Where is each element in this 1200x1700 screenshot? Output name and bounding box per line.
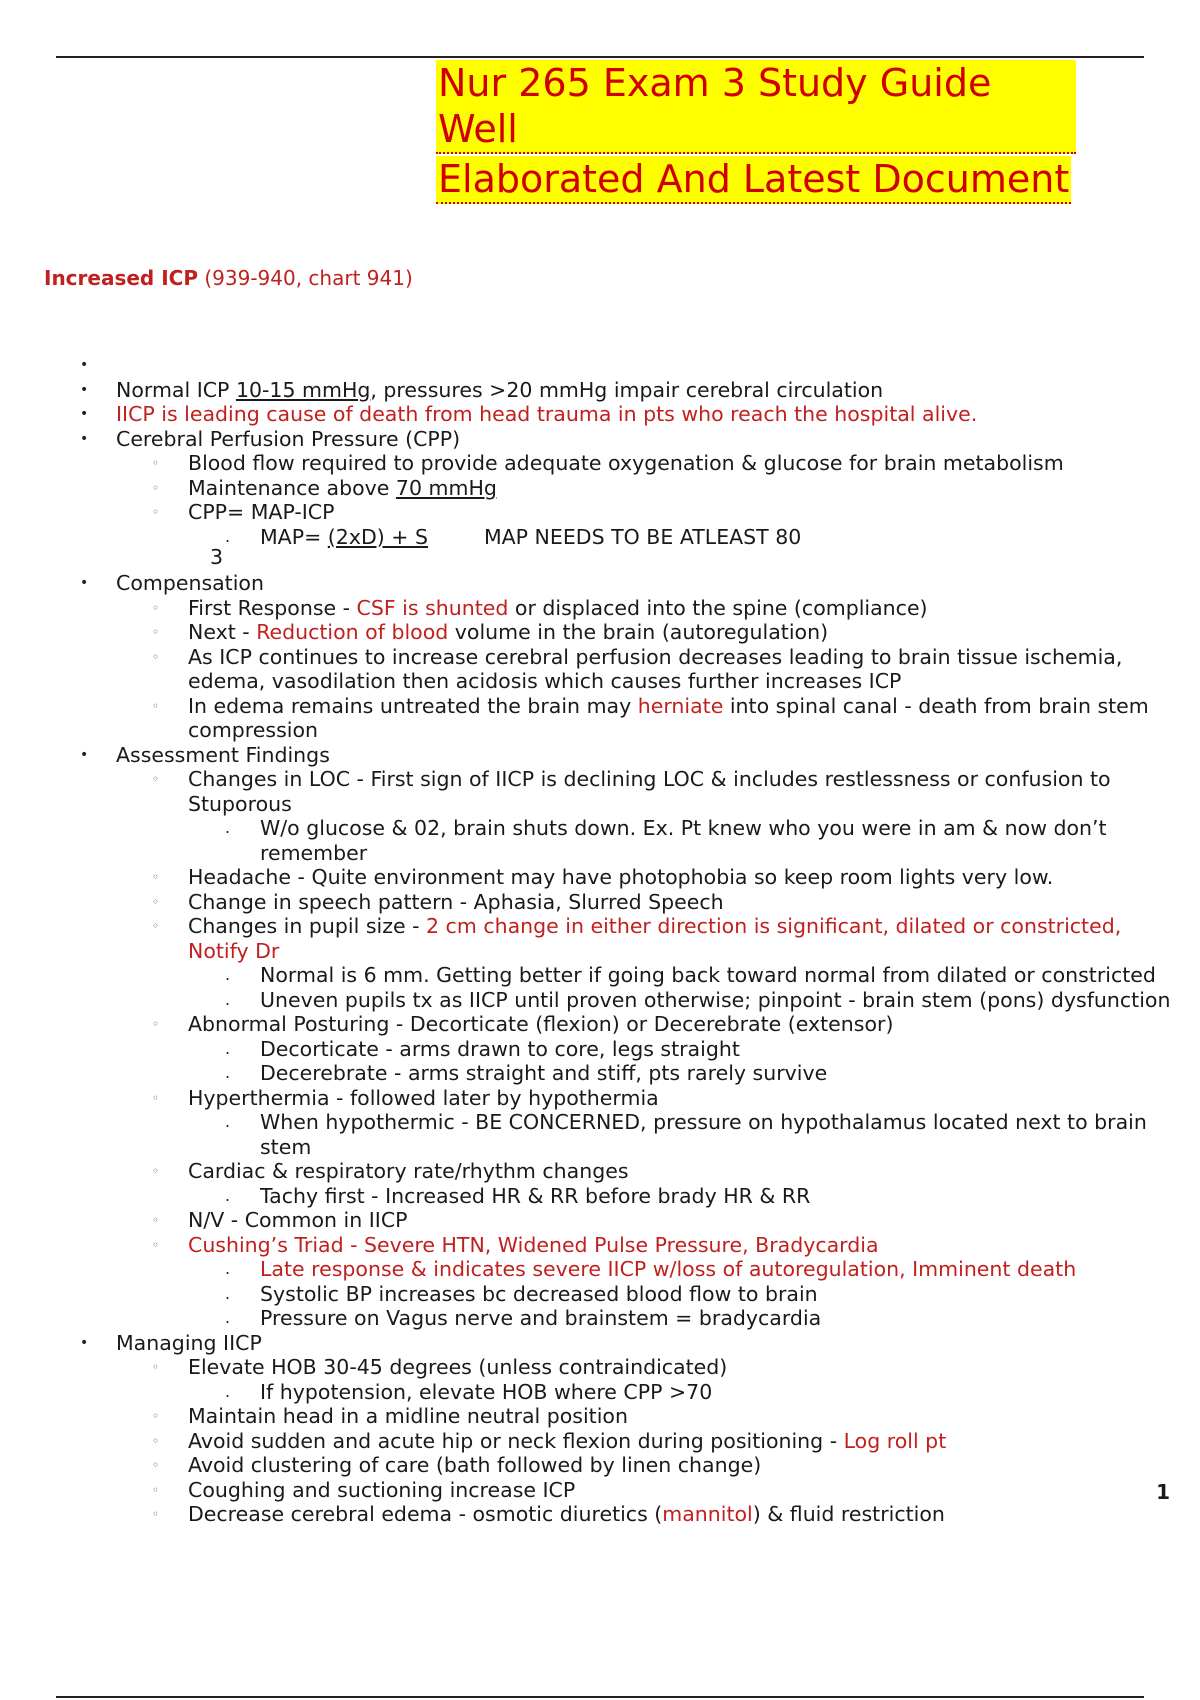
underlined-text: 10-15 mmHg [235,377,371,402]
dot-bullet-icon: . [225,1308,231,1327]
sub-bullet-icon: ◦ [152,1360,160,1374]
list-item [80,402,1180,427]
page-number: 1 [1156,1480,1170,1504]
dot-bullet-icon: . [225,818,231,837]
sub-bullet-icon: ◦ [152,600,160,615]
text: Assessment Findings [116,742,330,767]
dot-bullet-icon: . [225,526,231,546]
text: IICP is leading cause of death from head trauma in pts who reach the hospital alive. [116,402,978,426]
text: Avoid clustering of care (bath followed by linen change) [188,1453,762,1477]
text: Avoid sudden and acute hip or neck flexion during positioning - [188,1428,844,1453]
section-heading-bold: Increased ICP [44,266,198,290]
sub-bullet-icon: ◦ [152,1458,160,1472]
list-item [80,1404,1180,1429]
text: Compensation [116,571,264,595]
dot-bullet-icon: . [225,1259,231,1278]
list-item [80,1037,1180,1062]
text: Elevate HOB 30-45 degrees (unless contraindicated) [188,1355,728,1379]
dot-bullet-icon: . [225,1283,231,1303]
bullet-icon: • [80,746,89,763]
sub-bullet-icon: ◦ [152,505,160,519]
bullet-icon: • [80,406,89,422]
text: In edema remains untreated the brain may [188,693,638,718]
red-text: 2 cm change in either direction is significant, dilated or constricted, Notify Dr [188,914,1122,963]
text: volume in the brain (autoregulation) [448,620,829,644]
text: Maintenance above [188,475,396,500]
red-text: Reduction of blood [256,620,449,644]
list-item [80,890,1180,915]
text: Systolic BP increases bc decreased blood flow to brain [260,1281,818,1306]
section-heading-ref: (939-940, chart 941) [197,266,413,290]
red-text: herniate [637,693,724,718]
red-text: mannitol [662,1502,753,1526]
dot-bullet-icon: . [225,1063,231,1082]
list-item [80,1502,1180,1527]
text: Decorticate - arms drawn to core, legs straight [260,1036,740,1061]
underlined-text: (2xD) + S [327,524,428,549]
text: Normal is 6 mm. Getting better if going back toward normal from dilated or constricted [260,963,1156,987]
list-item [80,1429,1180,1454]
list-item-empty [80,353,1180,378]
bottom-rule [56,1696,1144,1698]
list-item [80,963,1180,988]
dot-bullet-icon: . [225,965,231,984]
text: Headache - Quite environment may have photophobia so keep room lights very low. [188,865,1054,889]
text: N/V - Common in IICP [188,1208,408,1232]
list-item [80,645,1180,694]
list-item [80,1233,1180,1258]
list-item [80,1478,1180,1503]
sub-bullet-icon: ◦ [152,649,160,664]
text: Decrease cerebral edema - osmotic diuretics ( [188,1502,663,1526]
text: CPP= MAP-ICP [188,500,335,524]
bullet-icon: • [80,1334,89,1351]
list-item [80,767,1180,816]
list-item [80,1086,1180,1111]
text: Cerebral Perfusion Pressure (CPP) [116,426,461,451]
sub-bullet-icon: ◦ [152,1482,160,1497]
sub-bullet-icon: ◦ [152,1213,160,1227]
red-text: Log roll pt [843,1428,947,1453]
list-item [80,378,1180,403]
sub-bullet-icon: ◦ [152,1017,160,1031]
text: As ICP continues to increase cerebral perfusion decreases leading to brain tissue ischemia, edema, vasodilation then acidosis which causes further increases ICP [188,644,1123,693]
text: Late response & indicates severe IICP w/loss of autoregulation, Imminent death [260,1257,1077,1281]
text: ) & fluid restriction [752,1502,945,1526]
list-item [80,1208,1180,1233]
sub-bullet-icon: ◦ [152,919,160,933]
list-item [80,865,1180,890]
sub-bullet-icon: ◦ [152,1164,160,1178]
dot-bullet-icon: . [225,989,231,1009]
list-item [80,694,1180,743]
bullet-icon: • [80,381,89,398]
sub-bullet-icon: ◦ [152,870,160,884]
dot-bullet-icon: . [225,1038,231,1058]
document-title [436,60,1076,206]
list-item [80,427,1180,452]
sub-bullet-icon: ◦ [152,1409,160,1423]
sub-bullet-icon: ◦ [152,772,160,786]
list-item [80,1159,1180,1184]
spacer [80,549,1180,571]
dot-bullet-icon: . [225,1185,231,1205]
text: Next - [188,620,257,644]
text: Cardiac & respiratory rate/rhythm changes [188,1159,629,1183]
text: Blood flow required to provide adequate oxygenation & glucose for brain metabolism [188,451,1064,475]
text: If hypotension, elevate HOB where CPP >70 [260,1379,713,1404]
text: Coughing and suctioning increase ICP [188,1477,576,1502]
list-item [80,816,1180,865]
list-item [80,914,1180,963]
title-line-1: Nur 265 Exam 3 Study Guide Well [436,60,1076,154]
dot-bullet-icon: . [225,1381,231,1401]
list-item [80,988,1180,1013]
list-item [80,1355,1180,1380]
sub-bullet-icon: ◦ [152,698,160,713]
text: W/o glucose & 02, brain shuts down. Ex. Pt knew who you were in am & now don’t remember [260,816,1107,865]
text: When hypothermic - BE CONCERNED, pressure on hypothalamus located next to brain stem [260,1110,1147,1159]
list-item [80,1282,1180,1307]
text: MAP NEEDS TO BE ATLEAST 80 [483,524,802,549]
top-rule [56,56,1144,58]
list-item [80,1110,1180,1159]
text: Uneven pupils tx as IICP until proven otherwise; pinpoint - brain stem (pons) dysfunction [260,987,1171,1012]
text: Cushing’s Triad - Severe HTN, Widened Pulse Pressure, Bradycardia [188,1232,879,1257]
sub-bullet-icon: ◦ [152,1433,160,1448]
bullet-icon: • [80,430,89,447]
red-text: CSF is shunted [356,595,509,620]
list-item [80,620,1180,645]
list-item [80,1257,1180,1282]
text: into spinal canal - death from brain stem compression [188,693,1149,742]
text: Changes in pupil size - [188,914,426,938]
sub-bullet-icon: ◦ [152,1237,160,1252]
list-item [80,571,1180,596]
list-item [80,596,1180,621]
section-heading [44,266,413,290]
list-item [80,1306,1180,1331]
text: Change in speech pattern - Aphasia, Slurred Speech [188,889,724,914]
list-item [80,743,1180,768]
text: First Response - [188,595,357,620]
text: Maintain head in a midline neutral position [188,1404,628,1428]
text: or displaced into the spine (compliance) [508,595,928,620]
title-line-2: Elaborated And Latest Document [436,156,1071,204]
sub-bullet-icon: ◦ [152,894,160,909]
text: Tachy first - Increased HR & RR before brady HR & RR [260,1183,811,1208]
list-item [80,476,1180,501]
study-outline [80,353,1180,1527]
sub-bullet-icon: ◦ [152,1090,160,1105]
sub-bullet-icon: ◦ [152,480,160,495]
list-item [80,1380,1180,1405]
text: Hyperthermia - followed later by hypothermia [188,1085,659,1110]
text: Pressure on Vagus nerve and brainstem = bradycardia [260,1306,822,1330]
dot-bullet-icon: . [225,1112,231,1131]
list-item-map-formula [80,524,1180,569]
list-item [80,500,1180,525]
bullet-icon: • [80,357,89,373]
list-item [80,1061,1180,1086]
sub-bullet-icon: ◦ [152,1507,160,1521]
text: MAP= [260,524,328,549]
list-item [80,451,1180,476]
sub-bullet-icon: ◦ [152,625,160,639]
list-item [80,1453,1180,1478]
text: Normal ICP [116,377,236,402]
text: Managing IICP [116,1330,262,1355]
text: , pressures >20 mmHg impair cerebral circulation [370,377,884,402]
formula-denominator: 3 [210,544,224,569]
sub-bullet-icon: ◦ [152,456,160,470]
bullet-icon: • [80,575,89,591]
list-item [80,1012,1180,1037]
text: Decerebrate - arms straight and stiff, pts rarely survive [260,1061,828,1085]
underlined-text: 70 mmHg [395,475,497,500]
list-item [80,1331,1180,1356]
text: Abnormal Posturing - Decorticate (flexion) or Decerebrate (extensor) [188,1012,894,1036]
text: Changes in LOC - First sign of IICP is declining LOC & includes restlessness or confusion to Stuporous [188,767,1111,816]
list-item [80,1184,1180,1209]
